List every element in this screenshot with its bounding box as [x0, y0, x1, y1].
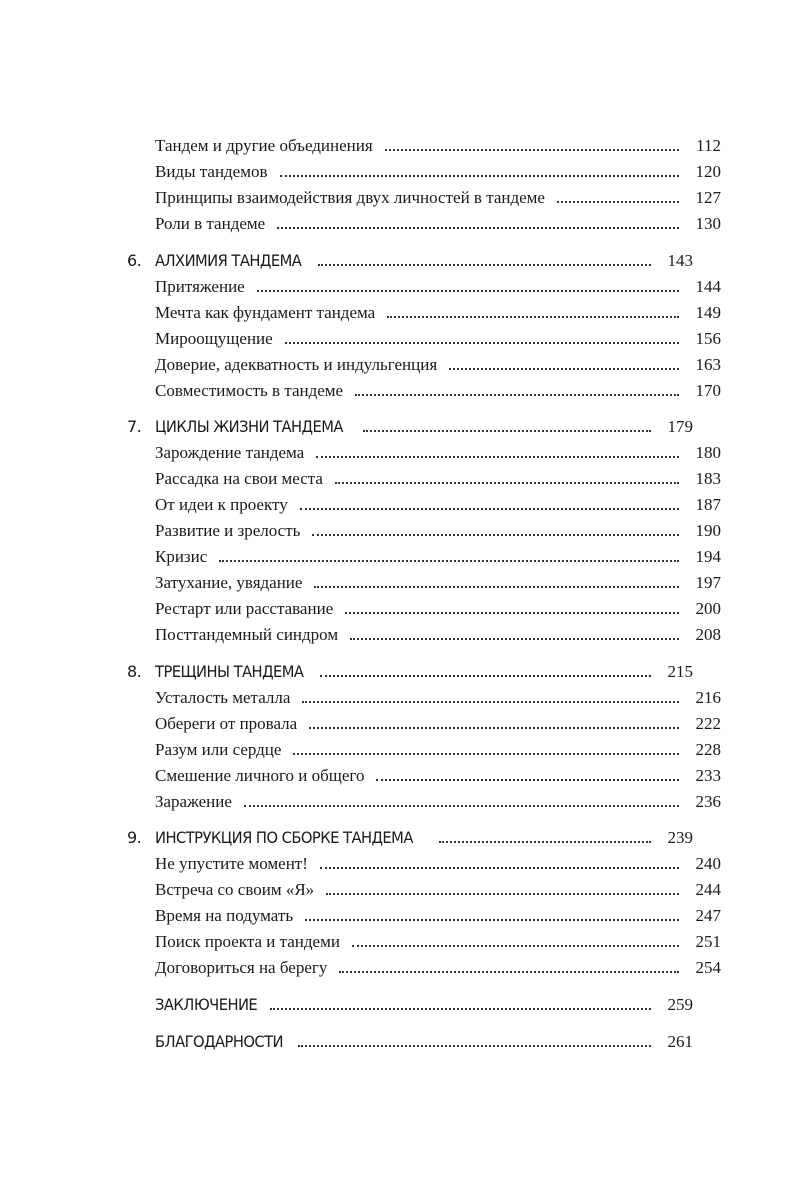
entry-title: От идеи к проекту: [155, 495, 288, 514]
chapter-title: ЗАКЛЮЧЕНИЕ: [155, 995, 258, 1014]
page-number: 261: [667, 1032, 693, 1051]
entry-title: Усталость металла: [155, 688, 291, 707]
toc-entry[interactable]: [127, 375, 721, 401]
dot-leader: [305, 919, 679, 921]
entry-title: Рассадка на свои места: [155, 469, 323, 488]
toc-entry[interactable]: [127, 349, 721, 375]
page-number: 112: [696, 136, 721, 155]
dot-leader: [320, 675, 651, 677]
entry-title: Тандем и другие объединения: [155, 136, 373, 155]
page-number: 163: [695, 355, 721, 374]
page-number: 251: [695, 932, 721, 951]
toc-entry[interactable]: [127, 593, 721, 619]
page-number: 197: [695, 573, 721, 592]
chapter-title: АЛХИМИЯ ТАНДЕМА: [155, 251, 302, 270]
dot-leader: [270, 1008, 651, 1010]
toc-entry[interactable]: [127, 156, 721, 182]
page-number: 233: [695, 766, 721, 785]
chapter-number: 7.: [127, 417, 142, 436]
page-number: 190: [695, 521, 721, 540]
entry-title: Разум или сердце: [155, 740, 282, 759]
toc-entry[interactable]: [127, 708, 721, 734]
entry-title: Договориться на берегу: [155, 958, 328, 977]
page-number: 144: [695, 277, 721, 296]
page-number: 228: [695, 740, 721, 759]
entry-title: Принципы взаимодействия двух личностей в тандеме: [155, 188, 545, 207]
dot-leader: [387, 316, 679, 318]
page-number: 194: [695, 547, 721, 566]
dot-leader: [285, 342, 679, 344]
toc-chapter[interactable]: [127, 989, 693, 1015]
entry-title: Встреча со своим «Я»: [155, 880, 315, 899]
toc-entry[interactable]: [127, 619, 721, 645]
entry-title: Смешение личного и общего: [155, 766, 365, 785]
entry-title: Мечта как фундамент тандема: [155, 303, 376, 322]
dot-leader: [302, 701, 679, 703]
entry-title: Развитие и зрелость: [155, 521, 301, 540]
toc-entry[interactable]: [127, 682, 721, 708]
page-number: 215: [667, 662, 693, 681]
entry-title: Не упустите момент!: [155, 854, 308, 873]
toc-entry[interactable]: [127, 323, 721, 349]
toc-entry[interactable]: [127, 463, 721, 489]
page-number: 179: [667, 417, 693, 436]
toc-chapter[interactable]: [127, 822, 693, 848]
chapter-title: БЛАГОДАРНОСТИ: [155, 1032, 284, 1051]
toc-entry[interactable]: [127, 541, 721, 567]
page-number: 170: [695, 381, 721, 400]
toc-entry[interactable]: [127, 567, 721, 593]
toc-entry[interactable]: [127, 297, 721, 323]
toc-entry[interactable]: [127, 848, 721, 874]
page-number: 259: [667, 995, 693, 1014]
dot-leader: [312, 534, 679, 536]
dot-leader: [219, 560, 679, 562]
page-number: 143: [667, 251, 693, 270]
entry-title: Заражение: [155, 792, 232, 811]
entry-title: Роли в тандеме: [155, 214, 266, 233]
entry-title: Виды тандемов: [155, 162, 268, 181]
dot-leader: [316, 456, 679, 458]
entry-title: Мироощущение: [155, 329, 273, 348]
page-number: 149: [695, 303, 721, 322]
dot-leader: [326, 893, 679, 895]
toc-chapter[interactable]: [127, 245, 693, 271]
toc-entry[interactable]: [127, 926, 721, 952]
dot-leader: [350, 638, 679, 640]
dot-leader: [320, 867, 679, 869]
dot-leader: [352, 945, 679, 947]
chapter-number: 8.: [127, 662, 142, 681]
page-number: 254: [695, 958, 721, 977]
page-number: 240: [695, 854, 721, 873]
dot-leader: [439, 841, 651, 843]
dot-leader: [385, 149, 679, 151]
dot-leader: [339, 971, 679, 973]
page-number: 156: [695, 329, 721, 348]
entry-title: Затухание, увядание: [155, 573, 303, 592]
dot-leader: [318, 264, 651, 266]
entry-title: Притяжение: [155, 277, 245, 296]
toc-entry[interactable]: [127, 952, 721, 978]
toc-entry[interactable]: [127, 760, 721, 786]
page-number: 200: [695, 599, 721, 618]
toc-entry[interactable]: [127, 182, 721, 208]
page-number: 244: [695, 880, 721, 899]
toc-entry[interactable]: [127, 900, 721, 926]
entry-title: Поиск проекта и тандеми: [155, 932, 340, 951]
chapter-title: ИНСТРУКЦИЯ ПО СБОРКЕ ТАНДЕМА: [155, 828, 413, 847]
entry-title: Обереги от провала: [155, 714, 298, 733]
page-number: 120: [695, 162, 721, 181]
dot-leader: [449, 368, 679, 370]
entry-title: Совместимость в тандеме: [155, 381, 344, 400]
page-number: 247: [695, 906, 721, 925]
toc-entry[interactable]: [127, 208, 721, 234]
toc-entry[interactable]: [127, 515, 721, 541]
entry-title: Зарождение тандема: [155, 443, 305, 462]
page-number: 216: [695, 688, 721, 707]
toc-chapter[interactable]: [127, 411, 693, 437]
chapter-number: 6.: [127, 251, 142, 270]
page-number: 183: [695, 469, 721, 488]
dot-leader: [376, 779, 679, 781]
dot-leader: [363, 430, 651, 432]
entry-title: Доверие, адекватность и индульгенция: [155, 355, 438, 374]
chapter-number: 9.: [127, 828, 142, 847]
dot-leader: [355, 394, 679, 396]
entry-title: Кризис: [155, 547, 208, 566]
toc-entry[interactable]: [127, 489, 721, 515]
dot-leader: [257, 290, 679, 292]
page-number: 222: [695, 714, 721, 733]
toc-entry[interactable]: [127, 130, 721, 156]
dot-leader: [345, 612, 679, 614]
toc-chapter[interactable]: [127, 1026, 693, 1052]
page-number: 236: [695, 792, 721, 811]
entry-title: Посттандемный синдром: [155, 625, 339, 644]
toc-entry[interactable]: [127, 271, 721, 297]
page-number: 208: [695, 625, 721, 644]
dot-leader: [244, 805, 679, 807]
page-number: 187: [695, 495, 721, 514]
dot-leader: [280, 175, 679, 177]
chapter-title: ТРЕЩИНЫ ТАНДЕМА: [155, 662, 304, 681]
dot-leader: [298, 1045, 651, 1047]
page-number: 180: [695, 443, 721, 462]
entry-title: Рестарт или расставание: [155, 599, 334, 618]
page-number: 239: [667, 828, 693, 847]
toc-entry[interactable]: [127, 874, 721, 900]
dot-leader: [300, 508, 679, 510]
dot-leader: [277, 227, 679, 229]
entry-title: Время на подумать: [155, 906, 294, 925]
page-number: 130: [695, 214, 721, 233]
dot-leader: [309, 727, 679, 729]
page-number: 127: [695, 188, 721, 207]
toc-chapter[interactable]: [127, 656, 693, 682]
dot-leader: [335, 482, 679, 484]
toc-entry[interactable]: [127, 786, 721, 812]
toc-entry[interactable]: [127, 734, 721, 760]
dot-leader: [557, 201, 679, 203]
chapter-title: ЦИКЛЫ ЖИЗНИ ТАНДЕМА: [155, 417, 343, 436]
toc-entry[interactable]: [127, 437, 721, 463]
dot-leader: [314, 586, 679, 588]
dot-leader: [293, 753, 679, 755]
